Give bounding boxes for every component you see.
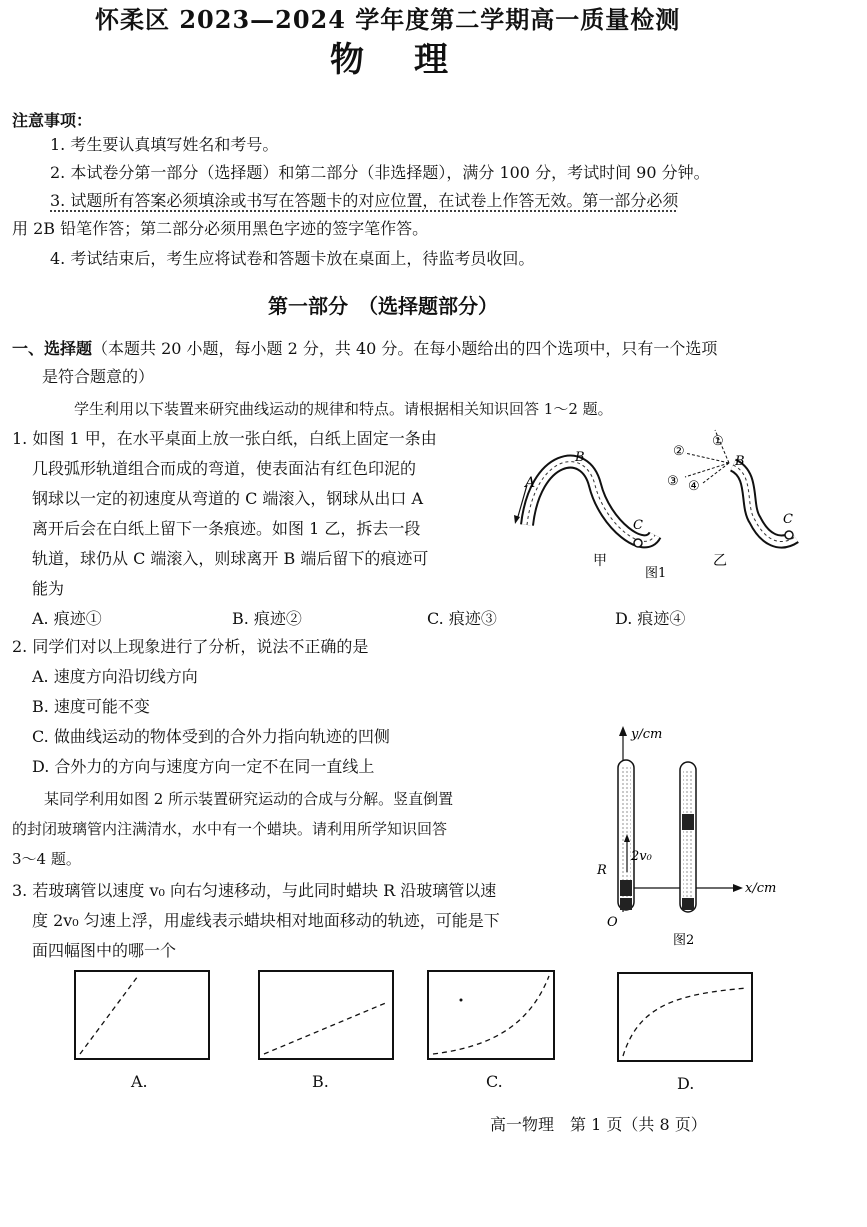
q3-line-2: 度 2v₀ 匀速上浮，用虚线表示蜡块相对地面移动的轨迹，可能是下 — [32, 911, 500, 930]
y-axis-arrow-icon — [619, 726, 627, 736]
ball-icon — [634, 539, 642, 547]
q3-label-d[interactable]: D. — [677, 1074, 695, 1093]
q1-option-c[interactable]: C. 痕迹③ — [427, 609, 497, 628]
notice-item-4: 4. 考试结束后，考生应将试卷和答题卡放在桌面上，待监考员收回。 — [50, 249, 535, 268]
trace-4 — [703, 463, 729, 483]
notice-item-1: 1. 考生要认真填写姓名和考号。 — [50, 135, 279, 154]
q3-line-1: 3. 若玻璃管以速度 v₀ 向右匀速移动，与此同时蜡块 R 沿玻璃管以速 — [12, 881, 497, 900]
ball-icon — [785, 531, 793, 539]
trace-1-label: ① — [712, 434, 724, 449]
q2-option-d[interactable]: D. 合外力的方向与速度方向一定不在同一直线上 — [32, 757, 375, 776]
trace-2 — [685, 453, 729, 463]
wax-block-R — [620, 880, 632, 896]
q3-label-c[interactable]: C. — [486, 1072, 503, 1091]
trace-2-label: ② — [673, 444, 685, 459]
trace-4-label: ④ — [688, 479, 700, 494]
q3-choice-b-trajectory — [260, 972, 392, 1058]
label-C-yi: C — [783, 512, 793, 527]
q2-option-a[interactable]: A. 速度方向沿切线方向 — [32, 667, 198, 686]
label-B-jia: B — [575, 450, 585, 465]
part1-title: 第一部分 （选择题部分） — [268, 294, 498, 318]
intro-q1-q2: 学生利用以下装置来研究曲线运动的规律和特点。请根据相关知识回答 1～2 题。 — [74, 400, 613, 418]
label-C-jia: C — [633, 518, 643, 533]
q1-line-5: 轨道，球仍从 C 端滚入，则球离开 B 端后留下的痕迹可 — [32, 549, 429, 568]
q3-choice-c-trajectory — [429, 972, 553, 1058]
wax-block-2 — [682, 814, 694, 830]
figure-2-caption: 图2 — [673, 933, 695, 948]
label-jia: 甲 — [593, 553, 607, 569]
q1-line-3: 钢球以一定的初速度从弯道的 C 端滚入，钢球从出口 A — [32, 489, 424, 508]
q3-choice-b-graph[interactable] — [258, 970, 394, 1060]
figure-1-caption: 图1 — [645, 566, 667, 581]
q3-choice-d-trajectory — [619, 974, 751, 1060]
x-axis-label: x/cm — [745, 881, 777, 896]
trace-3 — [685, 463, 729, 477]
section-heading — [12, 338, 717, 360]
intro-q3-q4-1: 某同学利用如图 2 所示装置研究运动的合成与分解。竖直倒置 — [44, 790, 454, 808]
figure-1 — [505, 425, 805, 585]
tube-2-cap — [682, 898, 694, 910]
q1-line-1: 1. 如图 1 甲，在水平桌面上放一张白纸，白纸上固定一条由 — [12, 429, 437, 448]
figure-1-yi-track — [733, 465, 795, 542]
arrowhead-A-icon — [514, 515, 520, 524]
label-A: A — [525, 475, 536, 491]
intro-q3-q4-3: 3～4 题。 — [12, 850, 81, 868]
page-footer: 高一物理 第 1 页（共 8 页） — [490, 1115, 707, 1134]
q1-line-6: 能为 — [32, 579, 65, 598]
notice-item-3-cont: 用 2B 铅笔作答；第二部分必须用黑色字迹的签字笔作答。 — [12, 219, 429, 238]
q1-line-4: 离开后会在白纸上留下一条痕迹。如图 1 乙，拆去一段 — [32, 519, 421, 538]
q3-line-3: 面四幅图中的哪一个 — [32, 941, 177, 960]
velocity-label: 2v₀ — [631, 849, 652, 864]
q3-choice-d-graph[interactable] — [617, 972, 753, 1062]
x-axis-arrow-icon — [733, 884, 743, 892]
tube-1-cap — [620, 898, 632, 910]
trace-3-label: ③ — [667, 474, 679, 489]
section-label: 一、选择题 — [12, 339, 93, 358]
y-axis-label: y/cm — [631, 727, 663, 742]
q2-stem: 2. 同学们对以上现象进行了分析，说法不正确的是 — [12, 637, 369, 656]
q3-label-b[interactable]: B. — [312, 1072, 329, 1091]
q2-option-c[interactable]: C. 做曲线运动的物体受到的合外力指向轨迹的凹侧 — [32, 727, 390, 746]
figure-1-jia-track — [527, 462, 655, 547]
label-B-yi: B — [735, 454, 745, 469]
q3-choice-c-graph[interactable] — [427, 970, 555, 1060]
q3-choice-a-graph[interactable] — [74, 970, 210, 1060]
q1-option-a[interactable]: A. 痕迹① — [32, 609, 102, 628]
q3-choice-a-trajectory — [76, 972, 208, 1058]
water-2 — [683, 769, 693, 909]
section-desc: （本题共 20 小题，每小题 2 分，共 40 分。在每小题给出的四个选项中，只有一个选项 — [92, 339, 718, 358]
q1-option-b[interactable]: B. 痕迹② — [232, 609, 302, 628]
notice-title: 注意事项： — [12, 111, 93, 130]
notice-item-2: 2. 本试卷分第一部分（选择题）和第二部分（非选择题），满分 100 分，考试时间 90 分钟。 — [50, 163, 710, 182]
notice-item-3: 3. 试题所有答案必须填涂或书写在答题卡的对应位置，在试卷上作答无效。第一部分必须 — [50, 191, 679, 210]
section-desc-2: 是符合题意的） — [42, 367, 155, 386]
q2-option-b[interactable]: B. 速度可能不变 — [32, 697, 150, 716]
figure-2 — [585, 722, 785, 952]
block-label: R — [597, 863, 607, 878]
label-yi: 乙 — [713, 553, 727, 569]
q1-option-d[interactable]: D. 痕迹④ — [615, 609, 686, 628]
subject-title: 物理 — [330, 40, 498, 80]
exam-title: 怀柔区 2023—2024 学年度第二学期高一质量检测 — [95, 5, 681, 34]
q1-line-2: 几段弧形轨道组合而成的弯道，使表面沾有红色印泥的 — [32, 459, 417, 478]
origin-label: O — [607, 915, 618, 930]
intro-q3-q4-2: 的封闭玻璃管内注满清水，水中有一个蜡块。请利用所学知识回答 — [12, 820, 448, 838]
q3-label-a[interactable]: A. — [131, 1072, 148, 1091]
